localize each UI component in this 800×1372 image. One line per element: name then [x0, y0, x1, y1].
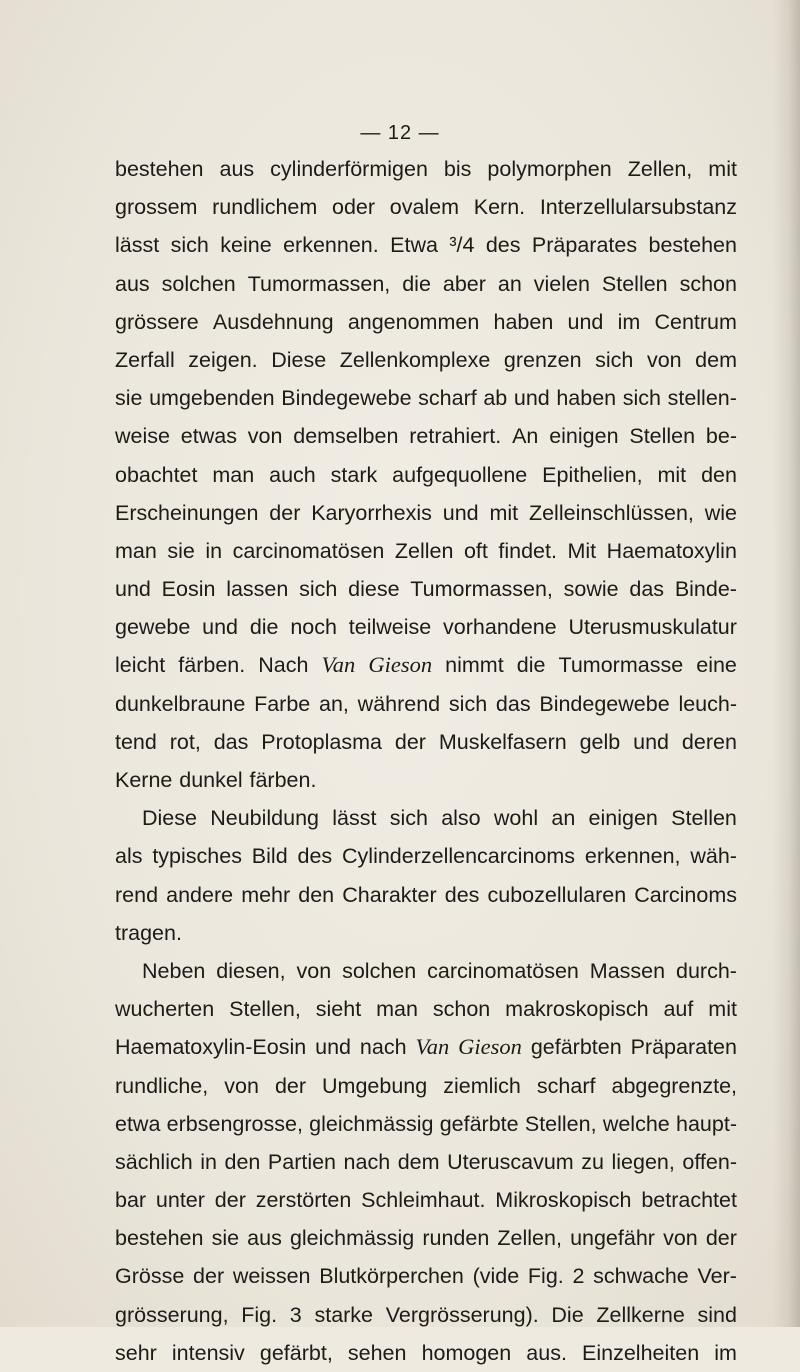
- word: polymorphen: [487, 157, 612, 181]
- word: carcinomatösen: [232, 538, 385, 563]
- word: Carcinoms: [634, 882, 737, 907]
- text-line: [115, 1181, 737, 1219]
- word: Zellenkomplexe: [339, 347, 491, 372]
- text-line: [115, 150, 737, 188]
- word: sächlich: [115, 1149, 193, 1174]
- italic-word: Gieson: [458, 1034, 522, 1060]
- word: Eosin: [161, 577, 216, 602]
- word: sich: [389, 806, 428, 831]
- word: der: [394, 729, 426, 754]
- word: aus: [219, 157, 255, 181]
- word: intensiv: [171, 1340, 245, 1365]
- word: haben: [493, 309, 554, 334]
- word: vielen: [533, 271, 590, 296]
- word: dem: [695, 347, 737, 372]
- word: Diese: [271, 347, 327, 372]
- word: (vide: [472, 1264, 520, 1289]
- text-line: [115, 990, 737, 1028]
- word: sich: [170, 233, 209, 258]
- word: dunkelbraune: [115, 691, 246, 716]
- word: Muskelfasern: [438, 729, 567, 754]
- word: der: [193, 1264, 225, 1289]
- text-line: [115, 799, 737, 837]
- word: von: [646, 347, 682, 372]
- word: sie: [167, 538, 195, 563]
- word: offen-: [682, 1149, 737, 1174]
- word: den: [701, 462, 737, 487]
- text-line: [115, 265, 737, 303]
- word: Interzellularsubstanz: [539, 195, 737, 220]
- text-line: [115, 1257, 737, 1295]
- text-line: [115, 685, 737, 723]
- word: Epithelien,: [542, 462, 643, 487]
- word: bestehen: [115, 1226, 204, 1251]
- word: auch: [269, 462, 316, 487]
- word: gleichmässig: [309, 1111, 434, 1136]
- word: Zellen: [394, 538, 454, 563]
- word: be-: [705, 424, 737, 449]
- text-line: [115, 1296, 737, 1334]
- word: grössere: [115, 309, 199, 334]
- word: demselben: [293, 424, 399, 449]
- word: etwas: [180, 424, 237, 449]
- word: Grösse: [115, 1264, 185, 1289]
- word: ³/4: [449, 233, 475, 258]
- word: rundliche,: [115, 1073, 209, 1098]
- word: während: [357, 691, 441, 716]
- word: aus: [115, 271, 150, 296]
- word: scharf: [418, 386, 477, 411]
- word: sehr: [115, 1340, 157, 1365]
- text-line: [115, 646, 737, 684]
- word: Centrum: [654, 309, 737, 334]
- word: von: [296, 958, 332, 983]
- word: man: [115, 538, 157, 563]
- word: die: [516, 653, 546, 678]
- word: rot,: [169, 729, 201, 754]
- italic-word: Van: [321, 652, 356, 678]
- word: teilweise: [348, 615, 432, 640]
- word: Stellen: [629, 424, 696, 449]
- word: nimmt: [445, 653, 504, 678]
- word: weise: [115, 424, 170, 449]
- word: oder: [332, 195, 376, 220]
- word: erkennen.: [283, 233, 379, 258]
- word: Präparaten: [630, 1035, 737, 1060]
- word: Kern.: [473, 195, 526, 220]
- word: durch-: [676, 958, 737, 983]
- word: Haematoxylin-Eosin: [115, 1035, 307, 1060]
- word: in: [205, 538, 223, 563]
- word: den: [224, 1149, 261, 1174]
- word: man: [212, 462, 255, 487]
- word: grösserung,: [115, 1302, 229, 1327]
- word: homogen: [421, 1340, 512, 1365]
- word: welche: [602, 1111, 670, 1136]
- word: noch: [290, 615, 337, 640]
- word: gewebe: [115, 615, 191, 640]
- text-line: [115, 914, 737, 952]
- word: Tumormassen,: [247, 271, 391, 296]
- word: Ausdehnung: [212, 309, 334, 334]
- word: Mikroskopisch: [495, 1188, 632, 1213]
- word: Neubildung: [210, 806, 319, 831]
- word: mit: [657, 462, 687, 487]
- word: leicht: [115, 653, 166, 678]
- page-edge-shadow: [772, 0, 800, 1327]
- word: Massen: [589, 958, 666, 983]
- italic-word: Gieson: [368, 652, 433, 678]
- word: Haematoxylin: [606, 538, 737, 563]
- word: schon: [432, 997, 491, 1022]
- word: sehen: [347, 1340, 407, 1365]
- word: Cylinderzellencarcinoms: [342, 844, 576, 869]
- word: 3: [289, 1302, 302, 1327]
- word: und: [202, 615, 239, 640]
- word: zeigen.: [188, 347, 258, 372]
- word: retrahiert.: [409, 424, 502, 449]
- word: bar: [115, 1188, 147, 1213]
- word: andere: [166, 882, 234, 907]
- word: deren: [681, 729, 737, 754]
- word: Bindegewebe: [539, 691, 670, 716]
- word: liegen,: [611, 1149, 675, 1174]
- word: dem: [397, 1149, 440, 1174]
- text-line: [115, 456, 737, 494]
- word: tragen.: [115, 920, 182, 945]
- text-line: [115, 417, 737, 455]
- text-line: [115, 837, 737, 875]
- word: Erscheinungen: [115, 500, 259, 525]
- word: und: [513, 386, 550, 411]
- word: mit: [708, 997, 737, 1022]
- word: Zerfall: [115, 347, 175, 372]
- word: abgegrenzte,: [611, 1073, 737, 1098]
- word: in: [200, 1149, 217, 1174]
- word: bestehen: [648, 233, 737, 258]
- word: Zellen,: [627, 157, 693, 181]
- word: erkennen,: [584, 844, 681, 869]
- word: und: [633, 729, 670, 754]
- word: lässt: [115, 233, 160, 258]
- word: angenommen: [347, 309, 480, 334]
- word: Binde-: [674, 577, 737, 602]
- text-line: [115, 608, 737, 646]
- word: gefärbt,: [259, 1340, 333, 1365]
- word: starke: [314, 1302, 374, 1327]
- word: auf: [663, 997, 694, 1022]
- word: also: [441, 806, 481, 831]
- word: Blutkörperchen: [319, 1264, 464, 1289]
- text-line: [115, 494, 737, 532]
- word: als: [115, 844, 143, 869]
- word: Karyorrhexis: [311, 500, 432, 525]
- word: nach: [359, 1035, 407, 1060]
- word: sieht: [315, 997, 362, 1022]
- word: findet.: [498, 538, 557, 563]
- word: lässt: [332, 806, 377, 831]
- word: des: [485, 233, 521, 258]
- word: an: [497, 271, 522, 296]
- word: diesen,: [216, 958, 286, 983]
- word: bis: [443, 157, 472, 181]
- text-line: [115, 1143, 737, 1181]
- word: Umgebung: [322, 1073, 428, 1098]
- word: Mit: [567, 538, 597, 563]
- italic-word: Van: [415, 1034, 450, 1060]
- word: Schleimhaut.: [361, 1188, 486, 1213]
- word: dunkel: [179, 768, 243, 792]
- word: haupt-: [676, 1111, 737, 1136]
- word: Nach: [258, 653, 309, 678]
- word: betrachtet: [641, 1188, 737, 1213]
- text-line: [115, 570, 737, 608]
- word: lassen: [226, 577, 289, 602]
- word: Neben: [142, 958, 206, 983]
- word: etwa: [115, 1111, 161, 1136]
- word: bestehen: [115, 157, 204, 181]
- word: und: [115, 577, 151, 602]
- body-text: [115, 150, 737, 1372]
- text-line: [115, 1028, 737, 1066]
- word: Farbe: [254, 691, 311, 716]
- word: Protoplasma: [261, 729, 382, 754]
- text-line: [115, 1105, 737, 1143]
- word: Fig.: [527, 1264, 564, 1289]
- word: vorhandene: [443, 615, 557, 640]
- word: 2: [572, 1264, 585, 1289]
- word: stellen-: [667, 386, 737, 411]
- word: cylinderförmigen: [270, 157, 428, 181]
- word: Präparates: [531, 233, 638, 258]
- word: Zellkerne: [596, 1302, 685, 1327]
- word: von: [663, 1226, 698, 1251]
- text-line: [115, 761, 737, 799]
- word: ziemlich: [443, 1073, 521, 1098]
- word: umgebenden: [149, 386, 275, 411]
- text-line: [115, 341, 737, 379]
- word: zerstörten: [255, 1188, 352, 1213]
- word: aus: [247, 1226, 282, 1251]
- word: Stellen: [671, 806, 737, 831]
- word: der: [269, 500, 301, 525]
- word: haben: [556, 386, 617, 411]
- word: unter: [155, 1188, 205, 1213]
- word: sich: [448, 691, 488, 716]
- word: An: [512, 424, 539, 449]
- word: Die: [551, 1302, 584, 1327]
- word: Zelleinschlüssen,: [528, 500, 694, 525]
- text-line: [115, 188, 737, 226]
- word: cubozellularen: [487, 882, 627, 907]
- word: den: [298, 882, 335, 907]
- word: Stellen,: [524, 1111, 597, 1136]
- word: mehr: [241, 882, 291, 907]
- word: nach: [343, 1149, 391, 1174]
- word: gelb: [579, 729, 621, 754]
- word: runden: [422, 1226, 490, 1251]
- word: aus.: [526, 1340, 567, 1365]
- word: der: [274, 1073, 307, 1098]
- word: ab: [483, 386, 508, 411]
- word: gefärbte: [439, 1111, 519, 1136]
- word: weissen: [232, 1264, 311, 1289]
- word: schon: [679, 271, 737, 296]
- word: erbsengrosse,: [166, 1111, 303, 1136]
- word: wäh-: [690, 844, 737, 869]
- word: oft: [463, 538, 488, 563]
- word: im: [617, 309, 641, 334]
- word: makroskopisch: [505, 997, 649, 1022]
- text-line: [115, 1219, 737, 1257]
- word: Bindegewebe: [281, 386, 412, 411]
- word: Stellen: [601, 271, 668, 296]
- word: sich: [299, 577, 338, 602]
- word: färben.: [178, 653, 246, 678]
- word: einigen: [549, 424, 619, 449]
- word: Partien: [267, 1149, 337, 1174]
- word: solchen: [342, 958, 417, 983]
- word: gleichmässig: [289, 1226, 415, 1251]
- word: Tumormasse: [558, 653, 684, 678]
- word: sowie: [563, 577, 619, 602]
- text-line: [115, 876, 737, 914]
- word: keine: [220, 233, 272, 258]
- word: an: [551, 806, 576, 831]
- text-line: [115, 532, 737, 570]
- text-line: [115, 1067, 737, 1105]
- word: der: [214, 1188, 246, 1213]
- word: mit: [708, 157, 737, 181]
- word: Zellen,: [497, 1226, 562, 1251]
- word: mit: [489, 500, 519, 525]
- word: grenzen: [503, 347, 582, 372]
- word: sind: [697, 1302, 737, 1327]
- word: sie: [211, 1226, 240, 1251]
- text-line: [115, 723, 737, 761]
- word: sie: [115, 386, 143, 411]
- word: Einzelheiten: [582, 1340, 700, 1365]
- word: wucherten: [115, 997, 215, 1022]
- word: carcinomatösen: [427, 958, 579, 983]
- word: die: [249, 615, 279, 640]
- text-line: [115, 952, 737, 990]
- word: grossem: [115, 195, 198, 220]
- word: man: [376, 997, 418, 1022]
- word: sich: [622, 386, 661, 411]
- word: ovalem: [389, 195, 460, 220]
- word: stark: [330, 462, 378, 487]
- word: des: [297, 844, 333, 869]
- word: von: [224, 1073, 259, 1098]
- word: Stellen,: [229, 997, 301, 1022]
- word: und: [442, 500, 479, 525]
- word: färben.: [249, 768, 317, 792]
- word: solchen: [161, 271, 236, 296]
- word: leuch-: [678, 691, 737, 716]
- word: Bild: [251, 844, 288, 869]
- page-number: — 12 —: [360, 122, 440, 144]
- word: rend: [115, 882, 159, 907]
- word: Uterusmuskulatur: [568, 615, 737, 640]
- word: und: [315, 1035, 351, 1060]
- word: Etwa: [390, 233, 438, 258]
- word: Diese: [142, 806, 197, 831]
- text-line: [115, 303, 737, 341]
- word: typisches: [152, 844, 242, 869]
- text-line: [115, 1334, 737, 1372]
- word: von: [247, 424, 283, 449]
- word: eine: [696, 653, 737, 678]
- word: gefärbten: [530, 1035, 622, 1060]
- word: der: [705, 1226, 737, 1251]
- word: Fig.: [241, 1302, 278, 1327]
- word: sich: [595, 347, 634, 372]
- word: wie: [704, 500, 737, 525]
- word: die: [402, 271, 431, 296]
- word: das: [629, 577, 665, 602]
- word: tend: [115, 729, 157, 754]
- word: scharf: [536, 1073, 596, 1098]
- word: Tumormassen,: [410, 577, 553, 602]
- word: das: [213, 729, 249, 754]
- word: wohl: [493, 806, 539, 831]
- word: Kerne: [115, 768, 173, 792]
- word: aber: [442, 271, 486, 296]
- word: Ver-: [697, 1264, 737, 1289]
- word: zu: [581, 1149, 604, 1174]
- word: diese: [348, 577, 400, 602]
- word: schwache: [593, 1264, 689, 1289]
- word: obachtet: [115, 462, 198, 487]
- word: Charakter: [342, 882, 437, 907]
- word: rundlichem: [212, 195, 318, 220]
- word: Vergrösserung).: [385, 1302, 539, 1327]
- word: an,: [319, 691, 349, 716]
- word: ungefähr: [570, 1226, 655, 1251]
- word: das: [495, 691, 531, 716]
- word: und: [567, 309, 604, 334]
- text-line: [115, 226, 737, 264]
- text-line: [115, 379, 737, 417]
- word: Uteruscavum: [447, 1149, 574, 1174]
- word: aufgequollene: [392, 462, 528, 487]
- word: im: [714, 1340, 737, 1365]
- word: einigen: [588, 806, 658, 831]
- word: des: [444, 882, 480, 907]
